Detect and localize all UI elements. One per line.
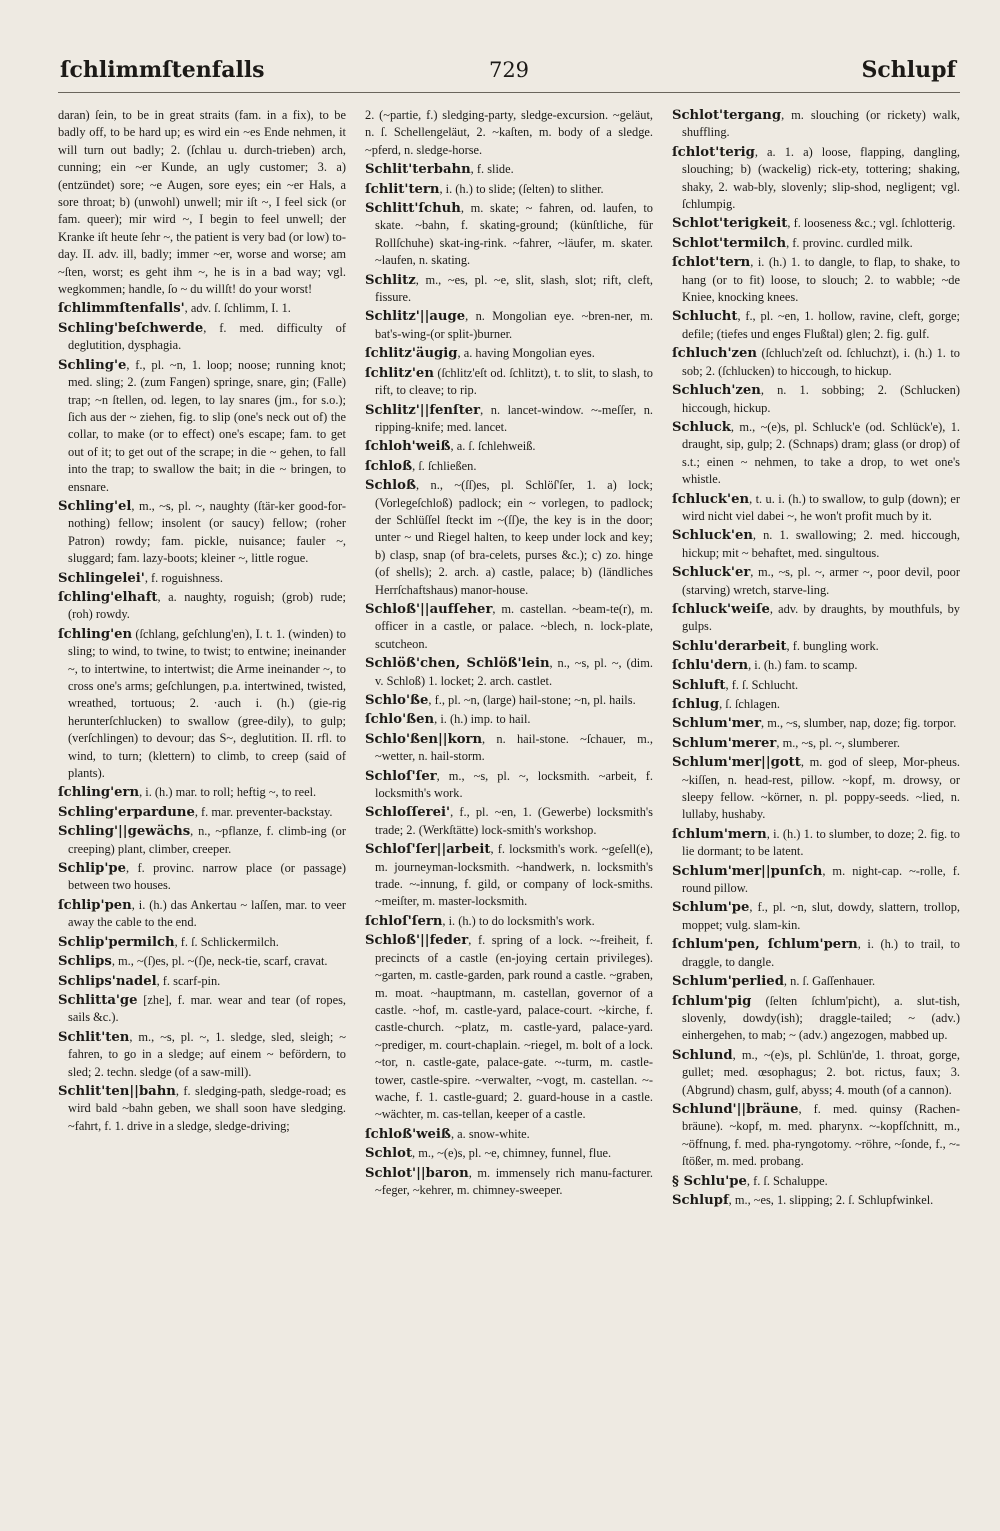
entry-headword: § Schlu'pe <box>672 1173 747 1189</box>
entry-headword: Schlum'pe <box>672 900 750 916</box>
entry-definition: , i. (h.) to do locksmith's work. <box>442 913 595 928</box>
entry-headword: Schloß'||aufſeher <box>365 601 493 617</box>
entry-headword: Schlit'ten <box>58 1029 130 1045</box>
dictionary-entry <box>365 345 653 362</box>
dictionary-entry <box>365 181 653 198</box>
entry-headword: Schlum'merer <box>672 735 777 751</box>
entry-definition: , f. mar. preventer-backstay. <box>194 804 333 819</box>
entry-headword: Schloſ'ſer <box>365 768 437 784</box>
entry-definition: , i. (h.) fam. to scamp. <box>748 658 858 673</box>
header-right-guide-word: Schlupf <box>861 57 956 83</box>
entry-definition: , n., ~(ſſ)es, pl. Schlöſ'ſer, 1. a) lock; (Vorlegeſchloß) padlock; ein ~ vorlegen, to padlock; der Schlüſſel ſteckt im ~(ſſ)e, the key is in the door; unter ~ und Riegel halten, to keep under lock and key; b) clasp, snap (of bra-celets, purses &c.); c) zo. hinge (of shells); 2. arch. a) castle, palace; b) (ländliches Herrſchaftshaus) manor-house. <box>375 478 653 597</box>
dictionary-entry <box>672 696 960 713</box>
page-number: 729 <box>488 58 530 82</box>
entry-definition: , f. slide. <box>470 162 514 177</box>
entry-headword: Schling'el <box>58 498 132 514</box>
entry-definition: , adv. ſ. ſchlimm, I. 1. <box>184 301 291 316</box>
entry-definition: , n. Mongolian eye. ~bren-ner, m. bat's-wing-(or split-)burner. <box>375 309 653 341</box>
entry-definition: , n. hail-stone. ~ſchauer, m., ~wetter, n. hail-storm. <box>375 731 653 764</box>
entry-definition: (ſchlitz'eſt od. ſchlitzt), t. to slit, to slash, to rift, to cleave; to rip. <box>375 365 653 398</box>
entry-headword: Schloſſerei' <box>365 805 451 821</box>
dictionary-entry <box>365 804 653 839</box>
entry-definition: , n. 1. swallowing; 2. med. hiccough, hickup; mit ~ behaftet, med. singultous. <box>682 528 960 560</box>
entry-definition: , m. immensely rich manu-facturer. ~feger, ~kehrer, m. chimney-sweeper. <box>375 1165 653 1197</box>
entry-headword: Schlip'permilch <box>58 934 175 950</box>
entry-headword: Schlucht <box>672 309 738 325</box>
entry-headword: ſchlitz'en <box>365 365 434 381</box>
entry-definition: , a. naughty, roguish; (grob) rude; (roh) rowdy. <box>68 589 346 622</box>
dictionary-entry <box>365 161 653 178</box>
entry-headword: Schlum'mer||gott <box>672 755 801 771</box>
entry-definition: , a. ſ. ſchlehweiß. <box>450 439 536 454</box>
entry-headword: Schlot'||baron <box>365 1165 469 1181</box>
entry-definition: , m., ~s, pl. ~, slumberer. <box>776 735 900 750</box>
dictionary-entry <box>365 458 653 475</box>
dictionary-entry <box>58 498 346 568</box>
dictionary-entry <box>672 144 960 214</box>
dictionary-entry <box>672 735 960 752</box>
entry-headword: Schluck'er <box>672 565 751 581</box>
entry-definition: , m., ~(e)s, pl. Schluck'e (od. Schlück'e), 1. draught, sip, gulp; 2. (Schnaps) dram; glass (or drop) of s.t.; einen ~ nehmen, to take a drop, to wet one's whistle. <box>682 419 960 487</box>
entry-headword: ſchloß <box>365 458 413 474</box>
dictionary-entry <box>672 601 960 636</box>
entry-definition: , f. ſ. Schlickermilch. <box>174 934 279 949</box>
dictionary-entry <box>672 1101 960 1171</box>
entry-headword: Schling'erpardune <box>58 804 195 820</box>
dictionary-entry <box>58 860 346 895</box>
entry-headword: Schlips <box>58 954 112 970</box>
entry-definition: , f. provinc. narrow place (or passage) between two houses. <box>68 861 346 893</box>
dictionary-entry <box>672 564 960 599</box>
dictionary-entry <box>58 300 346 317</box>
entry-definition: , m., ~(e)s, pl. ~e, chimney, funnel, flue. <box>412 1146 612 1161</box>
entry-definition: , ſ. ſchließen. <box>412 458 477 473</box>
entry-headword: ſchlitz'äugig <box>365 346 458 362</box>
entry-definition: [zhe], f. mar. wear and tear (of ropes, sails &c.). <box>68 992 346 1025</box>
dictionary-entry <box>58 804 346 821</box>
column-3 <box>672 107 960 1517</box>
column-1 <box>58 107 346 1517</box>
dictionary-entry <box>365 711 653 728</box>
dictionary-entry <box>58 897 346 932</box>
entry-headword: Schlips'nadel <box>58 973 157 989</box>
dictionary-entry <box>672 254 960 306</box>
entry-headword: ſchluck'en <box>672 491 750 507</box>
entry-definition: , m. night-cap. ~-rolle, f. round pillow. <box>682 863 960 896</box>
entry-headword: Schluck <box>672 419 731 435</box>
entry-definition: , m., ~s, slumber, nap, doze; fig. torpor. <box>761 716 957 731</box>
entry-headword: Schlund'||bräune <box>672 1101 799 1117</box>
dictionary-entry <box>365 692 653 709</box>
entry-headword: ſchloß'weiß <box>365 1126 451 1142</box>
entry-headword: Schloß <box>365 478 416 494</box>
entry-headword: ſchlimmſtenfalls' <box>58 301 185 317</box>
entry-headword: Schlum'mer <box>672 716 762 732</box>
entry-definition: , i. (h.) 1. to slumber, to doze; 2. fig. to lie dormant; to be latent. <box>682 826 960 859</box>
dictionary-entry <box>58 784 346 801</box>
dictionary-entry <box>672 527 960 562</box>
entry-headword: ſchling'elhaft <box>58 589 158 605</box>
dictionary-entry <box>672 419 960 489</box>
dictionary-entry <box>672 1047 960 1099</box>
entry-headword: Schlitz <box>365 272 416 288</box>
entry-headword: Schlot'terigkeit <box>672 216 788 232</box>
entry-definition: , m. skate; ~ fahren, od. laufen, to skate. ~bahn, f. skating-ground; (künſtliche, für Rollſchuhe) skat-ing-rink. ~fahrer, ~läufer, m. skater. ~laufen, n. skating. <box>375 201 653 268</box>
entry-definition: , i. (h.) 1. to dangle, to flap, to shake, to hang (or to fit) loose, to slouch; 2. to wabble; ~de Kniee, knocking knees. <box>682 255 960 305</box>
entry-definition: , f., pl. ~en, 1. hollow, ravine, cleft, gorge; defile; (tiefes und enges Flußtal) glen; 2. fig. gulf. <box>682 309 960 341</box>
dictionary-entry <box>672 754 960 824</box>
entry-headword: ſchluck'weiſe <box>672 601 770 617</box>
entry-headword: Schlöß'chen, Schlöß'lein <box>365 656 550 672</box>
dictionary-entry <box>365 1145 653 1162</box>
entry-definition: , m. god of sleep, Mor-pheus. ~kiſſen, n. head-rest, pillow. ~kopf, m. drowsy, or sleepy fellow. ~körner, n. pl. poppy-seeds. ~lied, n. lullaby, hushaby. <box>682 755 960 822</box>
entry-definition: , i. (h.) mar. to roll; heftig ~, to reel. <box>139 785 317 800</box>
entry-definition: , f. bungling work. <box>786 638 879 653</box>
entry-headword: ſchlip'pen <box>58 897 132 913</box>
entry-definition: , i. (h.) imp. to hail. <box>434 712 531 727</box>
dictionary-entry <box>365 841 653 911</box>
entry-definition: , a. 1. a) loose, flapping, dangling, slouching; b) (wackelig) rick-ety, tottering; shaking, shaky, 2. wab-bly, slovenly; slip-shod, negligent; vgl. ſchlumpig. <box>682 144 960 212</box>
entry-headword: Schlitta'ge <box>58 992 138 1008</box>
entry-definition: , m., ~s, pl. ~, 1. sledge, sled, sleigh; ~ fahren, to go in a sledge; auf einem ~ befördern, to sled; 2. techn. sledge (of a saw-mill). <box>68 1029 346 1079</box>
dictionary-entry <box>672 215 960 232</box>
entry-headword: Schling'||gewächs <box>58 824 191 840</box>
entry-definition: , f. scarf-pin. <box>156 973 221 988</box>
entry-headword: Schling'beſchwerde <box>58 320 204 336</box>
dictionary-entry <box>58 1083 346 1135</box>
entry-definition: , m., ~s, pl. ~, armer ~, poor devil, poor (starving) wretch, starve-ling. <box>682 565 960 597</box>
entry-definition: , m., ~s, pl. ~, naughty (ſtär-ker good-for-nothing) fellow; insolent (or saucy) fellow; (roher Patron) rowdy; fam. pickle, nuisance; fauler ~, sluggard; fam. lazy-boots; kleiner ~, little rogue. <box>68 498 346 566</box>
dictionary-entry <box>672 638 960 655</box>
dictionary-entry <box>58 107 346 298</box>
entry-headword: Schlitt'ſchuh <box>365 201 461 217</box>
entry-definition: , f. locksmith's work. ~geſell(e), m. journeyman-locksmith. ~handwerk, n. locksmith's trade. ~-innung, f. gild, or company of lock-smiths. ~meiſter, m. master-locksmith. <box>375 842 653 909</box>
entry-definition: , ſ. ſchlagen. <box>719 697 781 711</box>
entry-headword: ſchlum'pig <box>672 993 752 1009</box>
dictionary-entry <box>58 823 346 858</box>
entry-definition: , m., ~(e)s, pl. Schlün'de, 1. throat, gorge, gullet; med. œsophagus; 2. bot. rictus, faux; 3. (Abgrund) chasm, gulf, abyss; 4. mouth (of a cannon). <box>682 1047 960 1097</box>
dictionary-entry <box>672 345 960 380</box>
dictionary-entry <box>672 1173 960 1190</box>
dictionary-entry <box>58 992 346 1027</box>
dictionary-entry <box>672 715 960 732</box>
dictionary-entry <box>365 365 653 400</box>
entry-definition: , f., pl. ~en, 1. (Gewerbe) locksmith's trade; 2. (Werkſtätte) lock-smith's workshop. <box>375 805 653 837</box>
entry-headword: ſchlo'ßen <box>365 712 435 728</box>
dictionary-entry <box>365 402 653 437</box>
entry-headword: Schluch'zen <box>672 383 761 399</box>
entry-definition: , i. (h.) to trail, to draggle, to dangle. <box>682 937 960 969</box>
dictionary-entry <box>365 768 653 803</box>
entry-headword: Schlo'ßen||korn <box>365 731 483 747</box>
columns <box>58 107 960 1517</box>
entry-definition: (ſchlang, geſchlung'en), I. t. 1. (winden) to sling; to wind, to twine, to twist; to entwine; ineinander ~, to intertwine, to intertwist; die Arme ineinander ~, to cross one's arms; geſchlungen, p.a. intertwined, twisted, wreathed, tortuous; 2. ·auch i. (h.) (gie-rig herunterſchlucken) to swallow (gree-dily), to gulp; (verſchlingen) to devour; das S~, deglutition. II. rfl. to wind, to turn; (klettern) to climb, to creep (said of plants). <box>68 626 346 781</box>
entry-headword: Schlit'ten||bahn <box>58 1083 176 1099</box>
entry-headword: ſchlot'tern <box>672 255 751 271</box>
dictionary-entry <box>58 953 346 970</box>
entry-headword: Schlingelei' <box>58 570 145 586</box>
entry-definition: , n. ſ. Gaſſenhauer. <box>783 974 876 989</box>
dictionary-entry <box>672 899 960 934</box>
entry-headword: Schlit'terbahn <box>365 162 471 178</box>
dictionary-entry <box>365 731 653 766</box>
dictionary-entry <box>672 491 960 526</box>
dictionary-entry <box>58 626 346 783</box>
dictionary-entry <box>58 934 346 951</box>
dictionary-entry <box>365 601 653 653</box>
entry-definition: , m., ~s, pl. ~, locksmith. ~arbeit, f. locksmith's work. <box>375 768 653 801</box>
dictionary-entry <box>365 308 653 343</box>
entry-headword: ſchling'ern <box>58 785 140 801</box>
dictionary-entry <box>58 320 346 355</box>
dictionary-entry <box>58 570 346 587</box>
entry-headword: Schluck'en <box>672 528 753 544</box>
entry-headword: ſchlum'pen, ſchlum'pern <box>672 937 858 953</box>
entry-headword: Schlitz'||fenſter <box>365 402 481 418</box>
entry-definition: , f. roguishness. <box>144 570 223 585</box>
entry-definition: , f. looseness &c.; vgl. ſchlotterig. <box>787 216 956 231</box>
entry-definition: , m., ~es, pl. ~e, slit, slash, slot; rift, cleft, fissure. <box>375 272 653 305</box>
dictionary-entry <box>365 1165 653 1200</box>
dictionary-entry <box>58 357 346 496</box>
dictionary-entry <box>365 932 653 1123</box>
dictionary-entry <box>365 655 653 690</box>
dictionary-entry <box>672 826 960 861</box>
entry-headword: Schlot'termilch <box>672 235 787 251</box>
entry-definition: , adv. by draughts, by mouthfuls, by gulps. <box>682 601 960 634</box>
entry-headword: Schloſ'ſer||arbeit <box>365 842 491 858</box>
dictionary-entry <box>365 913 653 930</box>
entry-definition: , f. spring of a lock. ~-freiheit, f. precincts of a castle (en-joying certain privileges). ~garten, m. castle-garden, park round a castle. ~graben, m. moat. ~hauptmann, m. castellan, governor of a castle. ~hof, m. castle-yard, palace-court. ~kirche, f. castle-church. ~platz, m. castle-yard, palace-yard. ~prediger, m. court-chaplain. ~riegel, m. bolt of a lock. ~tor, n. castle-gate, palace-gate. ~-turm, m. castle-tower, castle-spire. ~verwalter, ~vogt, m. castellan. ~-wache, f. 1. castle-guard; 2. guard-house in a castle. ~wächter, m. cas-tellan, keeper of a castle. <box>375 933 653 1122</box>
entry-headword: ſchlum'mern <box>672 826 767 842</box>
entry-definition: (ſchluch'zeſt od. ſchluchzt), i. (h.) 1. to sob; 2. (ſchlucken) to hiccough, to hickup. <box>682 346 960 378</box>
dictionary-entry <box>58 1029 346 1081</box>
entry-headword: Schlot'tergang <box>672 108 782 123</box>
entry-headword: Schlund <box>672 1047 733 1063</box>
entry-definition: , f., pl. ~n, slut, dowdy, slattern, trollop, moppet; vulg. slam-kin. <box>682 900 960 932</box>
entry-definition: , i. (h.) das Ankertau ~ laſſen, mar. to veer away the cable to the end. <box>68 897 346 930</box>
dictionary-entry <box>58 589 346 624</box>
entry-headword: Schlum'perlied <box>672 974 784 990</box>
entry-definition: , f., pl. ~n, (large) hail-stone; ~n, pl. hails. <box>428 693 636 707</box>
entry-headword: Schlum'mer||punſch <box>672 863 823 879</box>
entry-definition: , m. castellan. ~beam-te(r), m. officer in a castle, or palace. ~blech, n. lock-plate, scutcheon. <box>375 601 653 651</box>
entry-headword: ſchlu'dern <box>672 658 749 674</box>
entry-definition: , m. slouching (or rickety) walk, shuffling. <box>682 108 960 140</box>
dictionary-entry <box>672 973 960 990</box>
dictionary-entry <box>672 107 960 142</box>
entry-definition: , m., ~es, 1. slipping; 2. ſ. Schlupfwinkel. <box>728 1192 934 1207</box>
entry-definition: , n., ~s, pl. ~, (dim. v. Schloß) 1. locket; 2. arch. castlet. <box>375 656 653 688</box>
dictionary-entry <box>672 657 960 674</box>
entry-definition: , f. sledging-path, sledge-road; es wird bald ~bahn geben, we shall soon have sledging. ~fahrt, f. 1. drive in a sledge, sledge-driving; <box>68 1083 346 1133</box>
dictionary-entry <box>672 235 960 252</box>
entry-headword: Schloß'||feder <box>365 933 469 949</box>
entry-definition: , f. ſ. Schaluppe. <box>746 1173 828 1188</box>
entry-definition: , f. med. quinsy (Rachen-bräune). ~kopf, m. med. pharynx. ~-kopfſchnitt, m., ~öffnung, f. med. pha-ryngotomy. ~röhre, ~ſonde, f., ~-ſtößer, m. med. probang. <box>682 1101 960 1169</box>
dictionary-entry <box>672 993 960 1045</box>
column-2 <box>365 107 653 1517</box>
entry-definition: daran) ſein, to be in great straits (fam. in a fix), to be badly off, to be hard up; es wird ein ~es Ende nehmen, it will turn out badly; 2. (ſchlau u. durch-trieben) arch, cunning; ein ~er Kunde, an ugly customer; 3. a) (entzündet) sore; ~e Augen, sore eyes; ein ~er Hals, a sore throat; b) (unwohl) unwell; mir iſt ~, I feel sick (or fam. queer); mir wird ~, I begin to feel unwell; der Kranke iſt heute ſehr ~, the patient is very bad (or low) to-day. II. adv. ill, badly; immer ~er, worse and worse; am ~ſten, worst; es geht ihm ~, he is in a bad way; vgl. wegkommen; handle, ſo ~ du willſt! do your worst! <box>58 108 346 297</box>
entry-headword: Schlo'ße <box>365 693 429 708</box>
dictionary-entry <box>365 107 653 159</box>
header-left-guide-word: ſchlimmſtenfalls <box>60 57 265 83</box>
entry-definition: , a. having Mongolian eyes. <box>457 346 595 361</box>
dictionary-entry <box>672 863 960 898</box>
entry-headword: Schlip'pe <box>58 861 127 877</box>
entry-definition: , f. med. difficulty of deglutition, dysphagia. <box>68 320 346 353</box>
entry-headword: ſchlug <box>672 697 720 712</box>
entry-definition: , t. u. i. (h.) to swallow, to gulp (down); er wird nicht viel dabei ~, he won't profit much by it. <box>682 491 960 523</box>
entry-definition: , n. 1. sobbing; 2. (Schlucken) hiccough, hickup. <box>682 383 960 415</box>
entry-headword: ſchloſ'ſern <box>365 913 443 929</box>
entry-definition: , n. lancet-window. ~-meſſer, n. ripping-knife; med. lancet. <box>375 402 653 434</box>
entry-definition: , i. (h.) to slide; (ſelten) to slither. <box>439 181 604 196</box>
dictionary-entry <box>365 438 653 455</box>
dictionary-entry <box>365 1126 653 1143</box>
dictionary-entry <box>365 272 653 307</box>
entry-headword: Schlitz'||auge <box>365 309 466 325</box>
entry-definition: , m., ~(ſ)es, pl. ~(ſ)e, neck-tie, scarf, cravat. <box>111 954 328 969</box>
entry-definition: , f. ſ. Schlucht. <box>725 677 799 692</box>
entry-headword: ſchling'en <box>58 626 133 642</box>
dictionary-entry <box>365 200 653 270</box>
dictionary-entry <box>672 308 960 343</box>
entry-headword: ſchluch'zen <box>672 346 758 362</box>
entry-headword: Schlupf <box>672 1192 729 1208</box>
dictionary-entry <box>365 477 653 599</box>
dictionary-entry <box>672 1192 960 1209</box>
entry-headword: Schluft <box>672 677 726 693</box>
entry-headword: ſchlot'terig <box>672 144 755 160</box>
entry-definition: , a. snow-white. <box>450 1126 530 1141</box>
entry-definition: , f., pl. ~n, 1. loop; noose; running knot; med. sling; 2. (zum Fangen) springe, snare, gin; (Falle) trap; ~n ſtellen, od. legen, to lay snares (jm., for s.o.); ſich aus der ~ ziehen, fig. to slip (one's neck out of) the collar, to make (or to effect) one's escape; fam. to get out of it; to get out of the scrape; in die ~ gehen, to fall into the trap; to swallow the bait; in die ~ bringen, to ensnare. <box>68 357 346 494</box>
entry-headword: ſchlit'tern <box>365 181 440 197</box>
entry-definition: (ſelten ſchlum'picht), a. slut-tish, slovenly, dowdy(ish); draggle-tailed; ~ (adv.) einhergehen, to mab; ~ (adv.) angezogen, mabbed up. <box>682 993 960 1043</box>
entry-definition: 2. (~partie, f.) sledging-party, sledge-excursion. ~geläut, n. ſ. Schellengeläut, 2. ~kaſten, m. body of a sledge. ~pferd, n. sledge-horse. <box>365 108 653 157</box>
dictionary-entry <box>672 677 960 694</box>
entry-headword: ſchloh'weiß <box>365 439 451 455</box>
dictionary-entry <box>672 936 960 971</box>
entry-headword: Schlot <box>365 1146 413 1162</box>
entry-headword: Schlu'derarbeit <box>672 638 787 654</box>
entry-headword: Schling'e <box>58 357 127 373</box>
dictionary-entry <box>672 382 960 417</box>
entry-definition: , f. provinc. curdled milk. <box>786 235 913 250</box>
entry-definition: , n., ~pflanze, f. climb-ing (or creeping) plant, climber, creeper. <box>68 824 346 856</box>
dictionary-entry <box>58 973 346 990</box>
page-header <box>58 52 960 93</box>
